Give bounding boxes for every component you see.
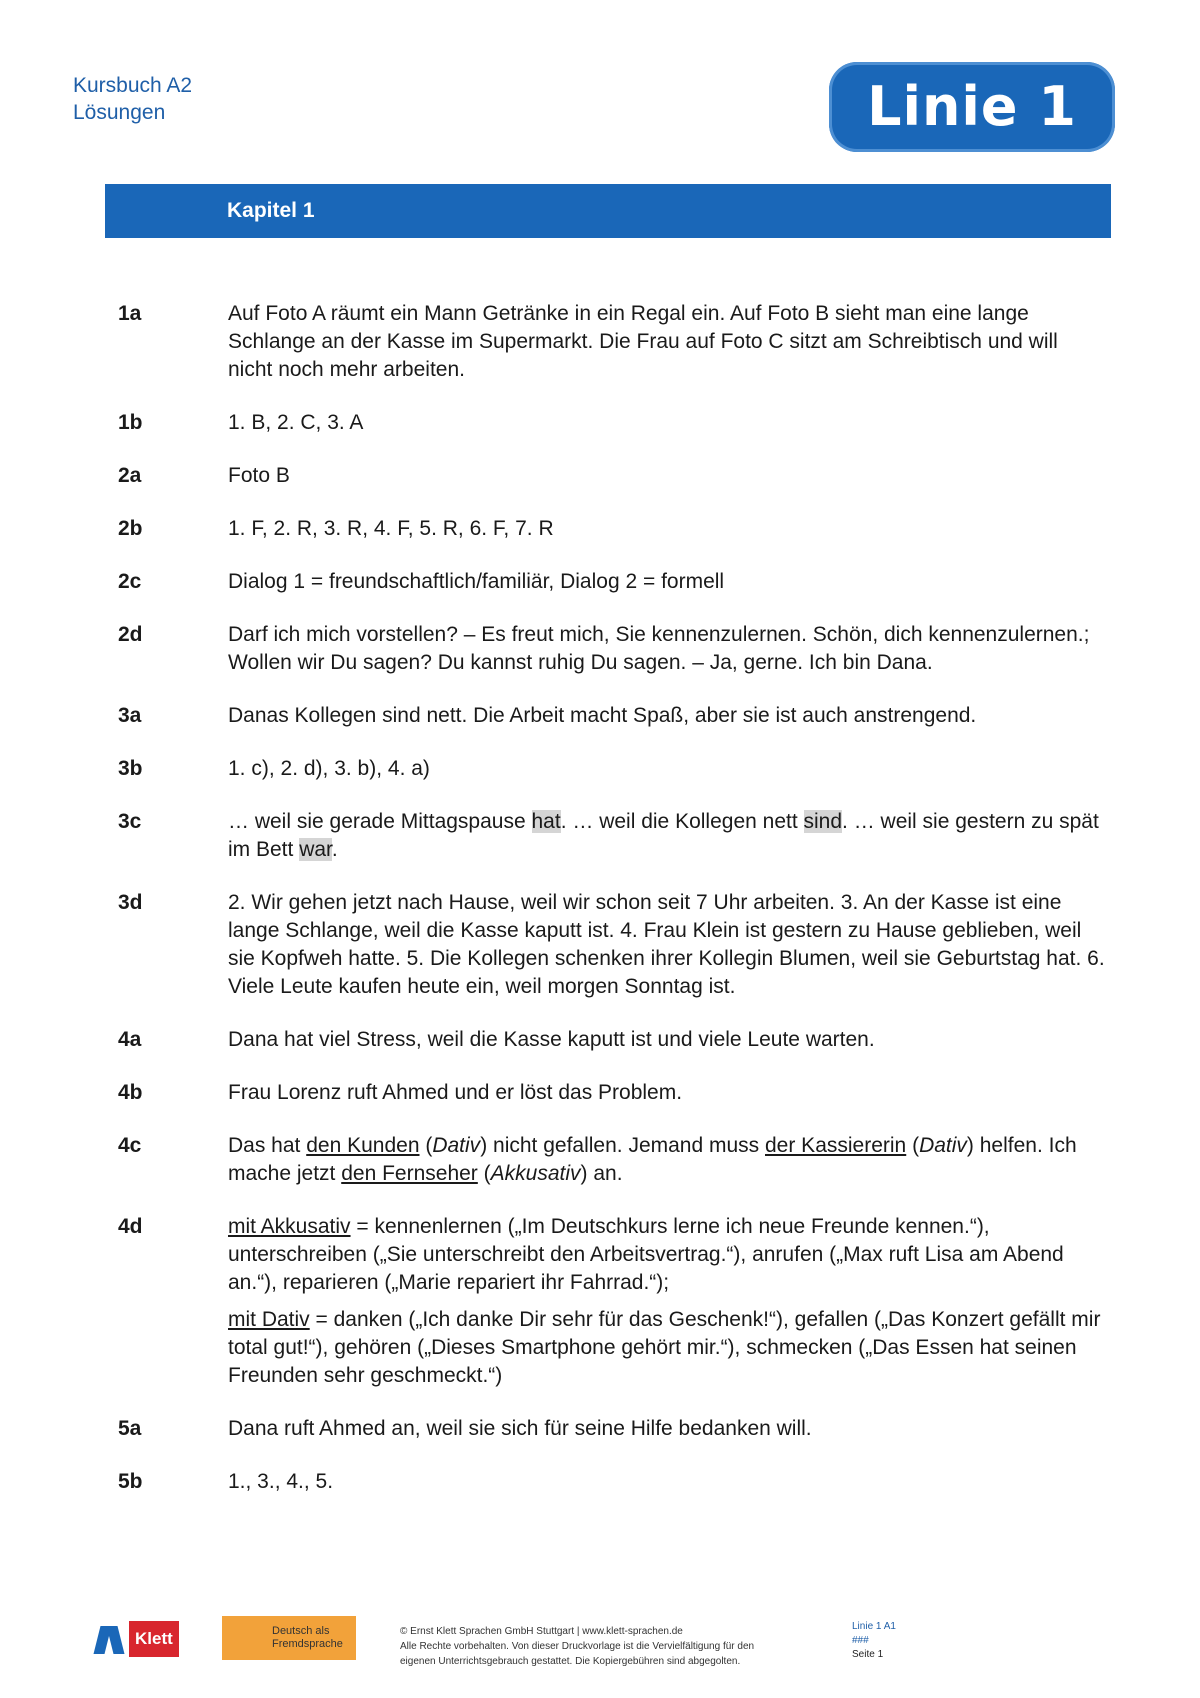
solution-text: Foto B (228, 464, 290, 487)
page-footer (0, 1610, 1200, 1690)
header-subtitle: Lösungen (73, 101, 166, 124)
highlighted-verb: hat (531, 810, 561, 833)
case-label: Dativ (919, 1134, 967, 1157)
solution-row-2c (105, 568, 1105, 596)
text-segment: ) nicht gefallen. Jemand muss (480, 1134, 765, 1157)
solution-row-3c (105, 808, 1105, 864)
exercise-number: 5a (118, 1417, 142, 1440)
solution-row-1b (105, 409, 1105, 437)
underlined-phrase: den Kunden (306, 1134, 420, 1157)
solution-row-2d (105, 621, 1105, 677)
text-segment: ) helfen. Ich mache jetzt (228, 1134, 1077, 1185)
accusative-paragraph (228, 1213, 1105, 1297)
exercise-number: 4a (118, 1028, 142, 1051)
solution-row-5a (105, 1415, 1105, 1443)
klett-logo (95, 1618, 180, 1660)
exercise-number: 3b (118, 757, 143, 780)
exercise-number: 3a (118, 704, 142, 727)
solution-row-4d (105, 1213, 1105, 1390)
page-number: Seite 1 (852, 1649, 884, 1660)
copyright-notice (400, 1624, 800, 1669)
underlined-phrase: mit Dativ (228, 1308, 310, 1331)
solution-text: Danas Kollegen sind nett. Die Arbeit macht Spaß, aber sie ist auch anstrengend. (228, 704, 977, 727)
text-segment: ) an. (580, 1162, 623, 1185)
solution-row-4c (105, 1132, 1105, 1188)
exercise-number: 4c (118, 1134, 142, 1157)
solution-text: 1. F, 2. R, 3. R, 4. F, 5. R, 6. F, 7. R (228, 517, 554, 540)
highlighted-verb: war (299, 838, 332, 861)
exercise-number: 3c (118, 810, 142, 833)
case-label: Akkusativ (490, 1162, 581, 1185)
page-info (852, 1620, 896, 1662)
solution-row-3a (105, 702, 1105, 730)
copyright-line: Alle Rechte vorbehalten. Von dieser Druckvorlage ist die Vervielfältigung für den (400, 1641, 755, 1652)
daf-line: Deutsch als (272, 1625, 330, 1637)
underlined-phrase: den Fernseher (341, 1162, 478, 1185)
underlined-phrase: mit Akkusativ (228, 1215, 351, 1238)
text-segment: ( (477, 1162, 491, 1185)
book-label: Linie 1 A1 (852, 1621, 896, 1632)
text-segment: = danken („Ich danke Dir sehr für das Geschenk!“), gefallen („Das Konzert gefällt mir total gut!“), gehören („Dieses Smartphone gehört mir.“), schmecken („Das Essen hat seinen Freunden sehr geschmeckt.“) (228, 1308, 1101, 1387)
exercise-number: 3d (118, 891, 143, 914)
text-segment: = kennenlernen („Im Deutschkurs lerne ich neue Freunde kennen.“), unterschreiben („Sie unterschreibt den Arbeitsvertrag.“), anrufen („Max ruft Lisa am Abend an.“), reparieren („Marie repariert ihr Fahrrad.“); (228, 1215, 1064, 1294)
header-title (73, 72, 192, 126)
exercise-number: 2b (118, 517, 143, 540)
solution-text: 1., 3., 4., 5. (228, 1470, 334, 1493)
solution-text: Darf ich mich vorstellen? – Es freut mich, Sie kennenzulernen. Schön, dich kennenzulernen.; Wollen wir Du sagen? Du kannst ruhig Du sagen. – Ja, gerne. Ich bin Dana. (228, 623, 1090, 674)
solution-text: 1. B, 2. C, 3. A (228, 411, 364, 434)
linie-1-logo: Linie 1 (829, 62, 1115, 152)
exercise-number: 4d (118, 1215, 143, 1238)
solution-row-3b (105, 755, 1105, 783)
text-segment: ( (419, 1134, 433, 1157)
text-segment: … weil sie gerade Mittagspause (228, 810, 532, 833)
solution-text: Dana hat viel Stress, weil die Kasse kaputt ist und viele Leute warten. (228, 1028, 875, 1051)
solution-text (228, 1213, 1105, 1390)
text-segment: . … weil sie gestern zu spät im Bett (228, 810, 1099, 861)
solution-text: Auf Foto A räumt ein Mann Getränke in ein Regal ein. Auf Foto B sieht man eine lange Schlange an der Kasse im Supermarkt. Die Frau auf Foto C sitzt am Schreibtisch und will nicht noch mehr arbeiten. (228, 302, 1058, 381)
case-label: Dativ (432, 1134, 481, 1157)
exercise-number: 1b (118, 411, 143, 434)
solution-row-3d (105, 889, 1105, 1001)
dative-paragraph (228, 1306, 1105, 1390)
solution-text (228, 1132, 1105, 1188)
solution-row-2b (105, 515, 1105, 543)
text-segment: Das hat (228, 1134, 307, 1157)
solution-row-2a (105, 462, 1105, 490)
solution-text: Dialog 1 = freundschaftlich/familiär, Dialog 2 = formell (228, 570, 725, 593)
chapter-heading: Kapitel 1 (105, 184, 1111, 238)
solution-row-4b (105, 1079, 1105, 1107)
text-segment: . (331, 838, 338, 861)
solution-text (228, 808, 1105, 864)
solution-text: Frau Lorenz ruft Ahmed und er löst das Problem. (228, 1081, 683, 1104)
exercise-number: 2d (118, 623, 143, 646)
exercise-number: 2a (118, 464, 142, 487)
underlined-phrase: der Kassiererin (765, 1134, 907, 1157)
solution-text: 1. c), 2. d), 3. b), 4. a) (228, 757, 430, 780)
header-book-title: Kursbuch A2 (73, 74, 193, 97)
daf-line: Fremdsprache (272, 1638, 343, 1650)
book-code: ### (852, 1635, 869, 1646)
text-segment: . … weil die Kollegen nett (560, 810, 804, 833)
exercise-number: 4b (118, 1081, 143, 1104)
solution-row-1a (105, 300, 1105, 384)
exercise-number: 5b (118, 1470, 143, 1493)
solutions-list (105, 300, 1105, 1521)
solution-text: Dana ruft Ahmed an, weil sie sich für seine Hilfe bedanken will. (228, 1417, 812, 1440)
klett-mark-icon (95, 1620, 129, 1658)
daf-badge (222, 1616, 356, 1660)
solution-text: 2. Wir gehen jetzt nach Hause, weil wir schon seit 7 Uhr arbeiten. 3. An der Kasse ist eine lange Schlange, weil die Kasse kaputt ist. 4. Frau Klein ist gestern zu Hause geblieben, weil sie Kopfweh hatte. 5. Die Kollegen schenken ihrer Kollegin Blumen, weil sie Geburtstag hat. 6. Viele Leute kaufen heute ein, weil morgen Sonntag ist. (228, 891, 1105, 998)
copyright-line: © Ernst Klett Sprachen GmbH Stuttgart | www.klett-sprachen.de (400, 1626, 683, 1637)
exercise-number: 2c (118, 570, 142, 593)
exercise-number: 1a (118, 302, 142, 325)
klett-wordmark: Klett (129, 1621, 179, 1657)
text-segment: ( (906, 1134, 920, 1157)
highlighted-verb: sind (803, 810, 843, 833)
solution-row-4a (105, 1026, 1105, 1054)
solution-row-5b (105, 1468, 1105, 1496)
copyright-line: eigenen Unterrichtsgebrauch gestattet. Die Kopiergebühren sind abgegolten. (400, 1656, 741, 1667)
